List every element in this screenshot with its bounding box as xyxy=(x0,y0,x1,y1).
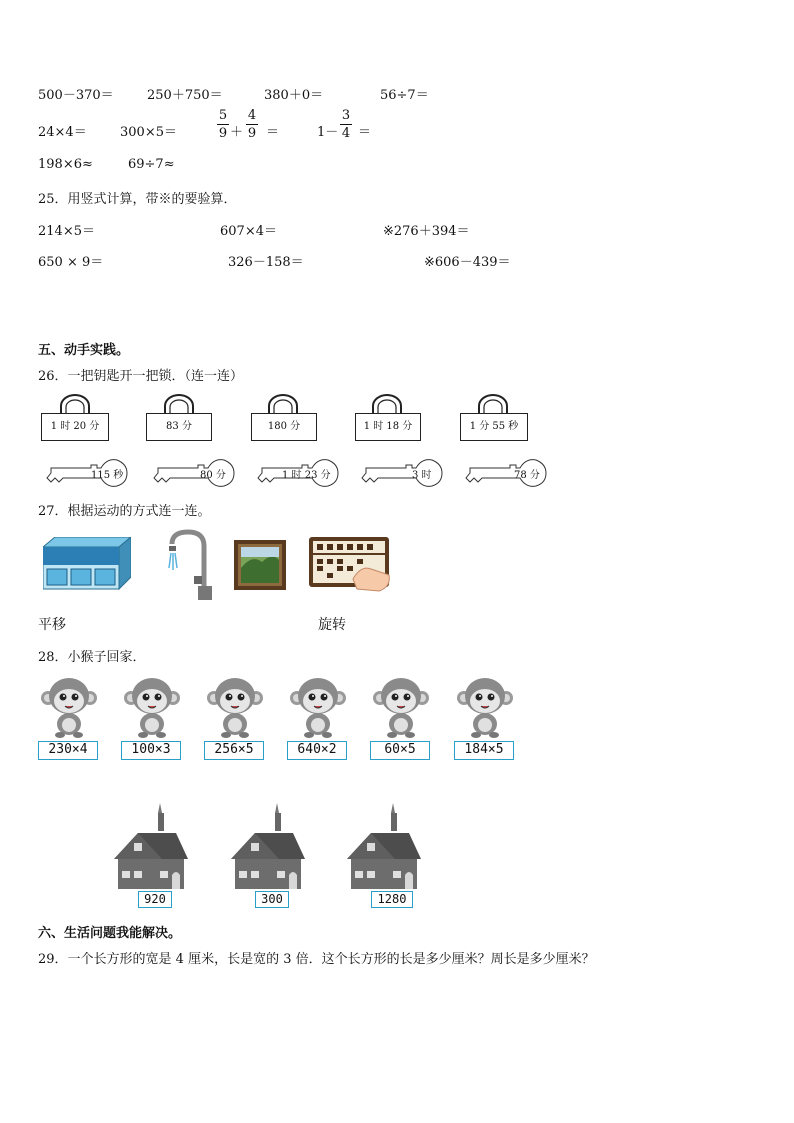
fraction xyxy=(217,108,229,141)
key xyxy=(462,456,548,490)
section-heading: 五、动手实践。 xyxy=(38,343,130,358)
house-number: 920 xyxy=(138,891,172,908)
drawer-cabinet-icon xyxy=(43,537,131,591)
house-icon xyxy=(114,803,188,891)
calc-item: 300×5＝ xyxy=(120,125,177,140)
plus-sign: ＋ xyxy=(230,125,244,140)
calc-item: 214×5＝ xyxy=(38,224,95,239)
lock-label: 83 分 xyxy=(146,413,212,441)
calc-item: 326－158＝ xyxy=(228,255,304,270)
calc-item: 1－ xyxy=(317,125,339,140)
calc-item: 56÷7＝ xyxy=(380,88,429,103)
lock-label: 1 时 20 分 xyxy=(41,413,109,441)
calc-item: 250＋750＝ xyxy=(147,88,223,103)
calc-item: 500－370＝ xyxy=(38,88,114,103)
house-icon xyxy=(347,803,421,891)
key-label: 1 时 23 分 xyxy=(282,470,331,481)
key-label: 3 时 xyxy=(412,470,432,481)
question-title: 29．一个长方形的宽是 4 厘米，长是宽的 3 倍．这个长方形的长是多少厘米？周长是多少厘米？ xyxy=(38,952,595,967)
fraction xyxy=(246,108,258,141)
calc-item: ※276＋394＝ xyxy=(383,224,470,239)
key xyxy=(150,456,236,490)
monkey-icon xyxy=(123,676,181,738)
fraction-denominator: 9 xyxy=(247,126,257,141)
motion-label-rotation: 旋转 xyxy=(318,617,346,633)
lock-shackle-icon xyxy=(58,394,92,414)
calc-item: 380＋0＝ xyxy=(264,88,324,103)
calc-item: 650 × 9＝ xyxy=(38,255,104,270)
monkey-expression: 60×5 xyxy=(370,741,430,760)
equals-sign: ＝ xyxy=(266,125,280,140)
fraction-numerator: 4 xyxy=(247,108,257,123)
fraction-denominator: 4 xyxy=(341,126,351,141)
abacus-icon xyxy=(309,535,391,595)
lock-shackle-icon xyxy=(266,394,300,414)
calc-item: 198×6≈ xyxy=(38,157,93,172)
question-title: 25．用竖式计算，带※的要验算． xyxy=(38,192,237,207)
calc-item: 24×4＝ xyxy=(38,125,87,140)
monkey-icon xyxy=(456,676,514,738)
lock-label: 180 分 xyxy=(251,413,317,441)
monkey-expression: 640×2 xyxy=(287,741,347,760)
house-number: 1280 xyxy=(371,891,413,908)
motion-label-translation: 平移 xyxy=(38,617,66,633)
house-icon xyxy=(231,803,305,891)
monkey-icon xyxy=(289,676,347,738)
fraction-numerator: 5 xyxy=(218,108,228,123)
lock-shackle-icon xyxy=(370,394,404,414)
monkey-expression: 256×5 xyxy=(204,741,264,760)
house-number: 300 xyxy=(255,891,289,908)
fraction-denominator: 9 xyxy=(218,126,228,141)
faucet-icon xyxy=(164,528,216,602)
key-label: 78 分 xyxy=(514,470,540,481)
key xyxy=(43,456,129,490)
equals-sign: ＝ xyxy=(358,125,372,140)
calc-item: 69÷7≈ xyxy=(128,157,175,172)
calc-item: ※606－439＝ xyxy=(424,255,511,270)
monkey-icon xyxy=(206,676,264,738)
framed-painting-icon xyxy=(234,540,286,590)
lock-label: 1 时 18 分 xyxy=(355,413,421,441)
lock-label: 1 分 55 秒 xyxy=(460,413,528,441)
fraction-numerator: 3 xyxy=(341,108,351,123)
monkey-icon xyxy=(40,676,98,738)
question-title: 27．根据运动的方式连一连。 xyxy=(38,504,211,519)
monkey-icon xyxy=(372,676,430,738)
key xyxy=(358,456,444,490)
question-title: 28．小猴子回家． xyxy=(38,650,146,665)
key-label: 80 分 xyxy=(200,470,226,481)
calc-item: 607×4＝ xyxy=(220,224,277,239)
key-label: 115 秒 xyxy=(91,470,124,481)
monkey-expression: 100×3 xyxy=(121,741,181,760)
monkey-expression: 184×5 xyxy=(454,741,514,760)
key xyxy=(254,456,340,490)
question-title: 26．一把钥匙开一把锁．（连一连） xyxy=(38,369,244,384)
lock-shackle-icon xyxy=(162,394,196,414)
section-heading: 六、生活问题我能解决。 xyxy=(38,926,182,941)
lock-shackle-icon xyxy=(476,394,510,414)
fraction xyxy=(340,108,352,141)
monkey-expression: 230×4 xyxy=(38,741,98,760)
